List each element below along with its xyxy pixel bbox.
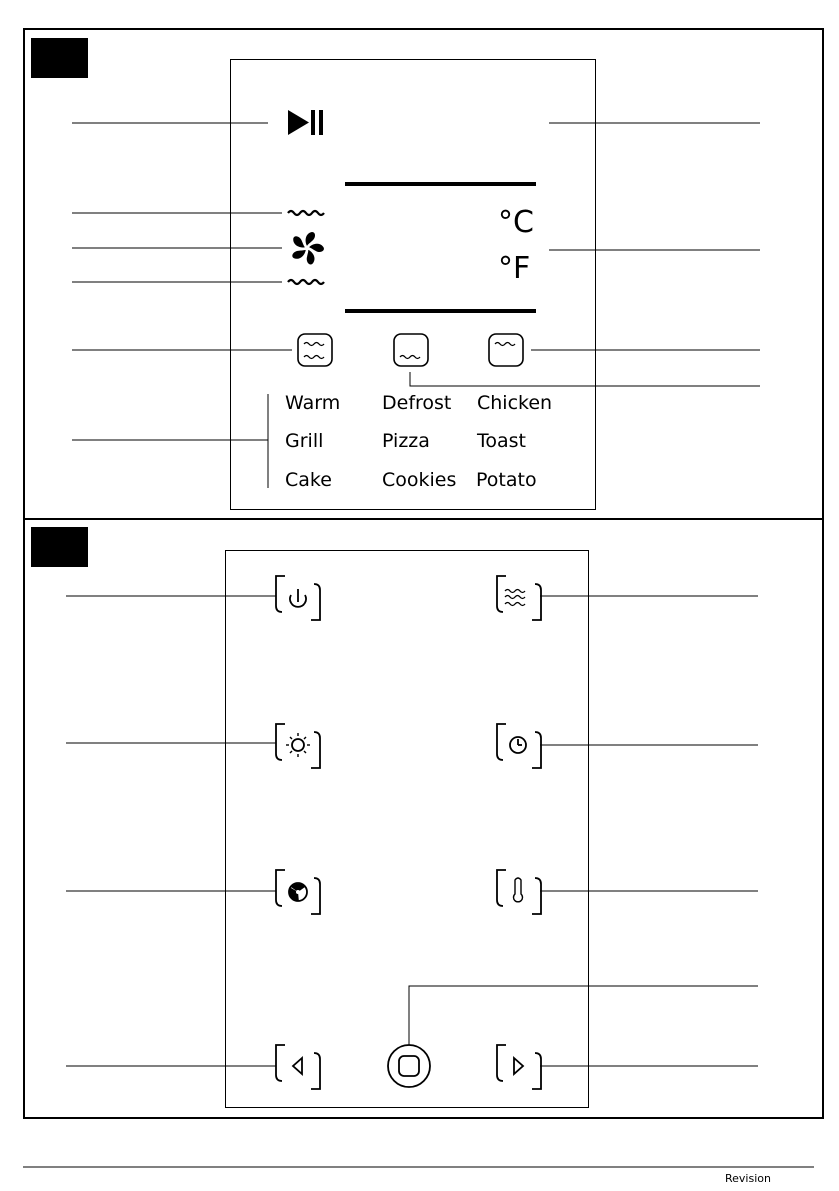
play-pause-icon: [288, 110, 323, 135]
thermometer-icon: [497, 870, 541, 914]
top-heat-mode-icon: [489, 334, 523, 366]
bottom-heat-mode-icon: [394, 334, 428, 366]
right-arrow-icon: [497, 1045, 541, 1089]
program-label-toast: Toast: [477, 430, 526, 452]
display-bottom-bar: [345, 309, 536, 313]
start-button-icon: [388, 1045, 430, 1087]
program-label-cake: Cake: [285, 469, 332, 491]
fahrenheit-indicator: °F: [498, 251, 531, 286]
fan-icon: [291, 232, 325, 266]
program-label-grill: Grill: [285, 430, 324, 452]
light-icon: [276, 724, 320, 768]
leader-line: [410, 372, 760, 386]
bottom-heat-icon: [288, 280, 324, 284]
program-label-cookies: Cookies: [382, 469, 457, 491]
leader-line: [409, 986, 758, 1045]
program-label-defrost: Defrost: [382, 392, 452, 414]
revision-label: Revision: [725, 1172, 771, 1185]
program-label-warm: Warm: [285, 392, 341, 414]
program-label-potato: Potato: [476, 469, 537, 491]
program-label-pizza: Pizza: [382, 430, 430, 452]
top-bottom-heat-mode-icon: [298, 334, 332, 366]
left-arrow-icon: [276, 1045, 320, 1089]
power-icon: [276, 576, 320, 620]
celsius-indicator: °C: [498, 205, 534, 240]
program-label-chicken: Chicken: [477, 392, 553, 414]
timer-icon: [497, 724, 541, 768]
display-top-bar: [345, 182, 536, 186]
top-heat-icon: [288, 211, 324, 215]
heating-element-icon: [497, 576, 541, 620]
